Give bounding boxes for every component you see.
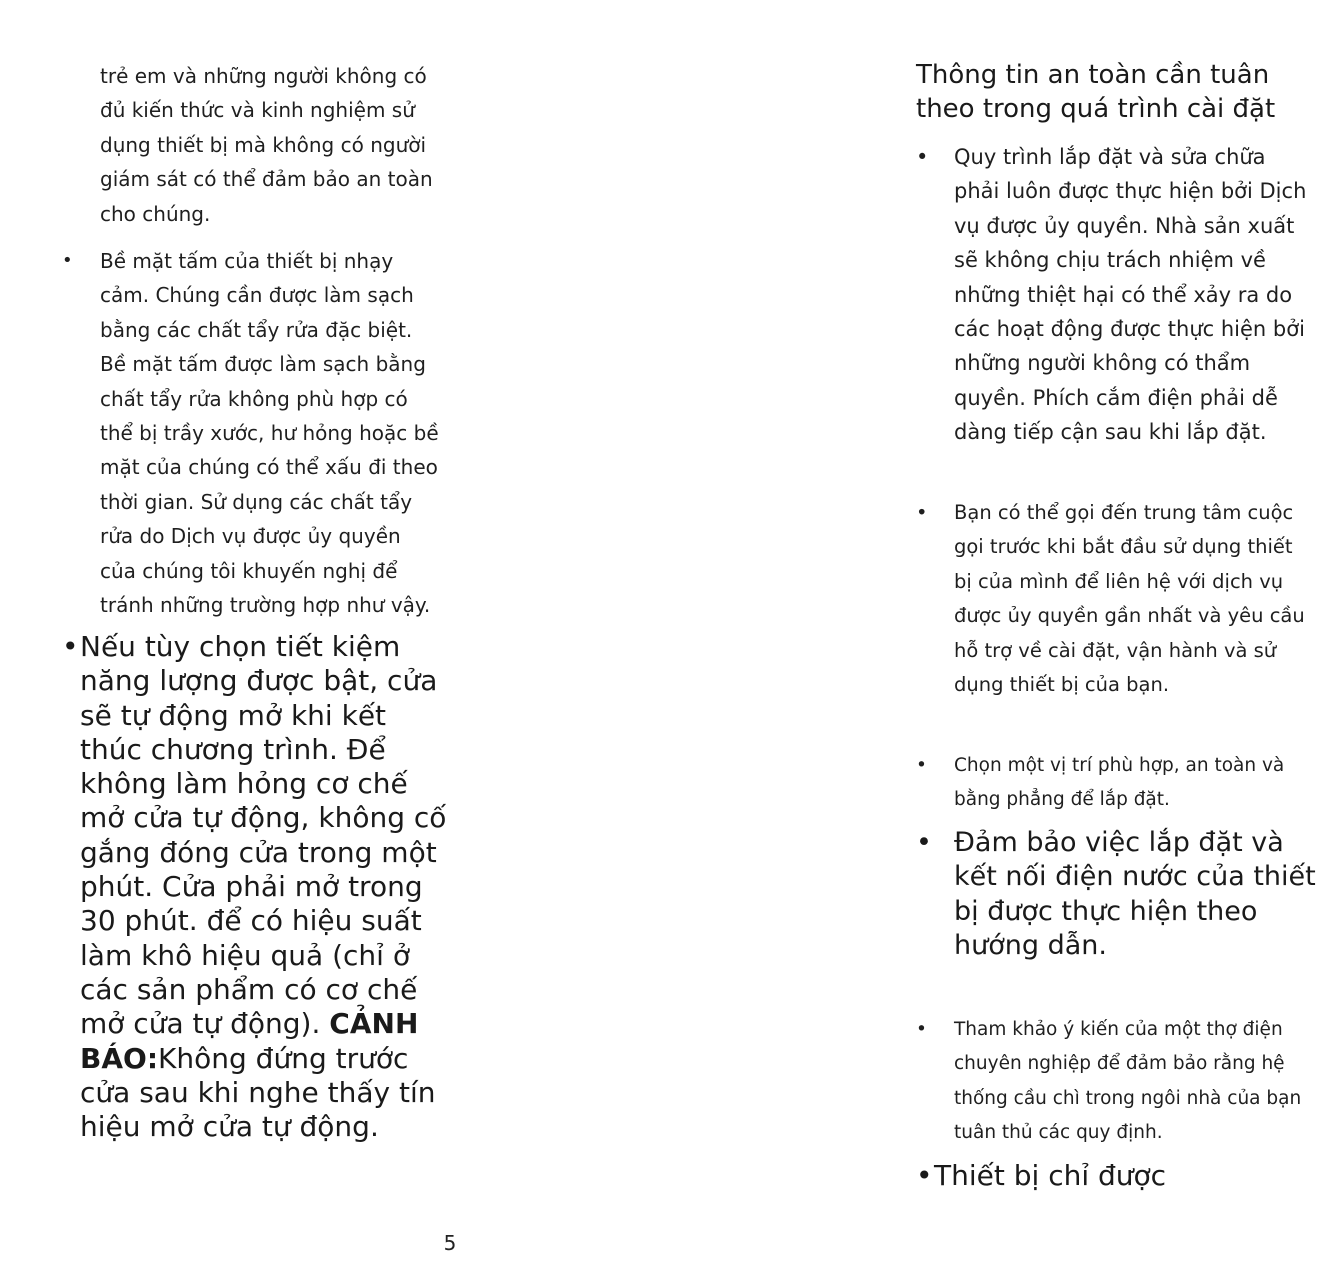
- bullet-text: Tham khảo ý kiến của một thợ điện chuyên nghiệp để đảm bảo rằng hệ thống cầu chì trong ngôi nhà của bạn tuân thủ các quy định.: [954, 1019, 1302, 1144]
- bullet-device-only: [916, 1159, 1316, 1193]
- bullet-marker: •: [916, 755, 927, 776]
- bullet-call-center: [916, 496, 1316, 702]
- bullet-marker: •: [916, 145, 929, 169]
- bullet-text: Bạn có thể gọi đến trung tâm cuộc gọi trước khi bắt đầu sử dụng thiết bị của mình để liên hệ với dịch vụ được ủy quyền gần nhất và yêu cầu hỗ trợ về cài đặt, vận hành và sử dụng thiết bị của bạn.: [954, 501, 1305, 697]
- bullet-marker: •: [916, 1159, 933, 1192]
- bullet-marker: •: [916, 827, 932, 858]
- bullet-marker: •: [916, 501, 928, 524]
- bullet-text-block: [80, 630, 447, 1144]
- warning-label: CẢNH BÁO:: [80, 1007, 419, 1075]
- bullet-text: Đảm bảo việc lắp đặt và kết nối điện nước của thiết bị được thực hiện theo hướng dẫn.: [954, 827, 1316, 961]
- warning-text: Không đứng trước cửa sau khi nghe thấy tín hiệu mở cửa tự động.: [80, 1041, 436, 1144]
- bullet-electrician: [916, 1013, 1316, 1151]
- bullet-text: Bề mặt tấm của thiết bị nhạy cảm. Chúng cần được làm sạch bằng các chất tẩy rửa đặc biệt. Bề mặt tấm được làm sạch bằng chất tẩy rửa không phù hợp có thể bị trầy xước, hư hỏng hoặc bề mặt của chúng có thể xấu đi theo thời gian. Sử dụng các chất tẩy rửa do Dịch vụ được ủy quyền của chúng tôi khuyến nghị để tránh những trường hợp như vậy.: [100, 249, 439, 618]
- bullet-location: [916, 749, 1316, 818]
- bullet-text: Chọn một vị trí phù hợp, an toàn và bằng phẳng để lắp đặt.: [954, 755, 1285, 811]
- bullet-marker: •: [62, 630, 79, 663]
- bullet-text: Nếu tùy chọn tiết kiệm năng lượng được bật, cửa sẽ tự động mở khi kết thúc chương trình. Để không làm hỏng cơ chế mở cửa tự động, không cố gắng đóng cửa trong một phút. Cửa phải mở trong 30 phút. để có hiệu suất làm khô hiệu quả (chỉ ở các sản phẩm có cơ chế mở cửa tự động).: [80, 630, 447, 1041]
- bullet-text: Quy trình lắp đặt và sửa chữa phải luôn được thực hiện bởi Dịch vụ được ủy quyền. Nhà sản xuất sẽ không chịu trách nhiệm về những thiệt hại có thể xảy ra do các hoạt động được thực hiện bởi những người không có thẩm quyền. Phích cắm điện phải dễ dàng tiếp cận sau khi lắp đặt.: [954, 145, 1307, 445]
- bullet-marker: •: [916, 1019, 927, 1040]
- bullet-installation-service: [916, 140, 1316, 450]
- bullet-panel-surface: [62, 244, 442, 622]
- page-number: 5: [443, 1231, 457, 1255]
- bullet-connection: [916, 826, 1316, 963]
- bullet-text: Thiết bị chỉ được: [934, 1159, 1167, 1192]
- bullet-energy-saving: [62, 630, 447, 1144]
- section-heading: Thông tin an toàn cần tuân theo trong quá trình cài đặt: [916, 60, 1276, 124]
- bullet-marker: •: [62, 250, 73, 271]
- continued-paragraph: trẻ em và những người không có đủ kiến thức và kinh nghiệm sử dụng thiết bị mà không có người giám sát có thể đảm bảo an toàn cho chúng.: [100, 64, 433, 226]
